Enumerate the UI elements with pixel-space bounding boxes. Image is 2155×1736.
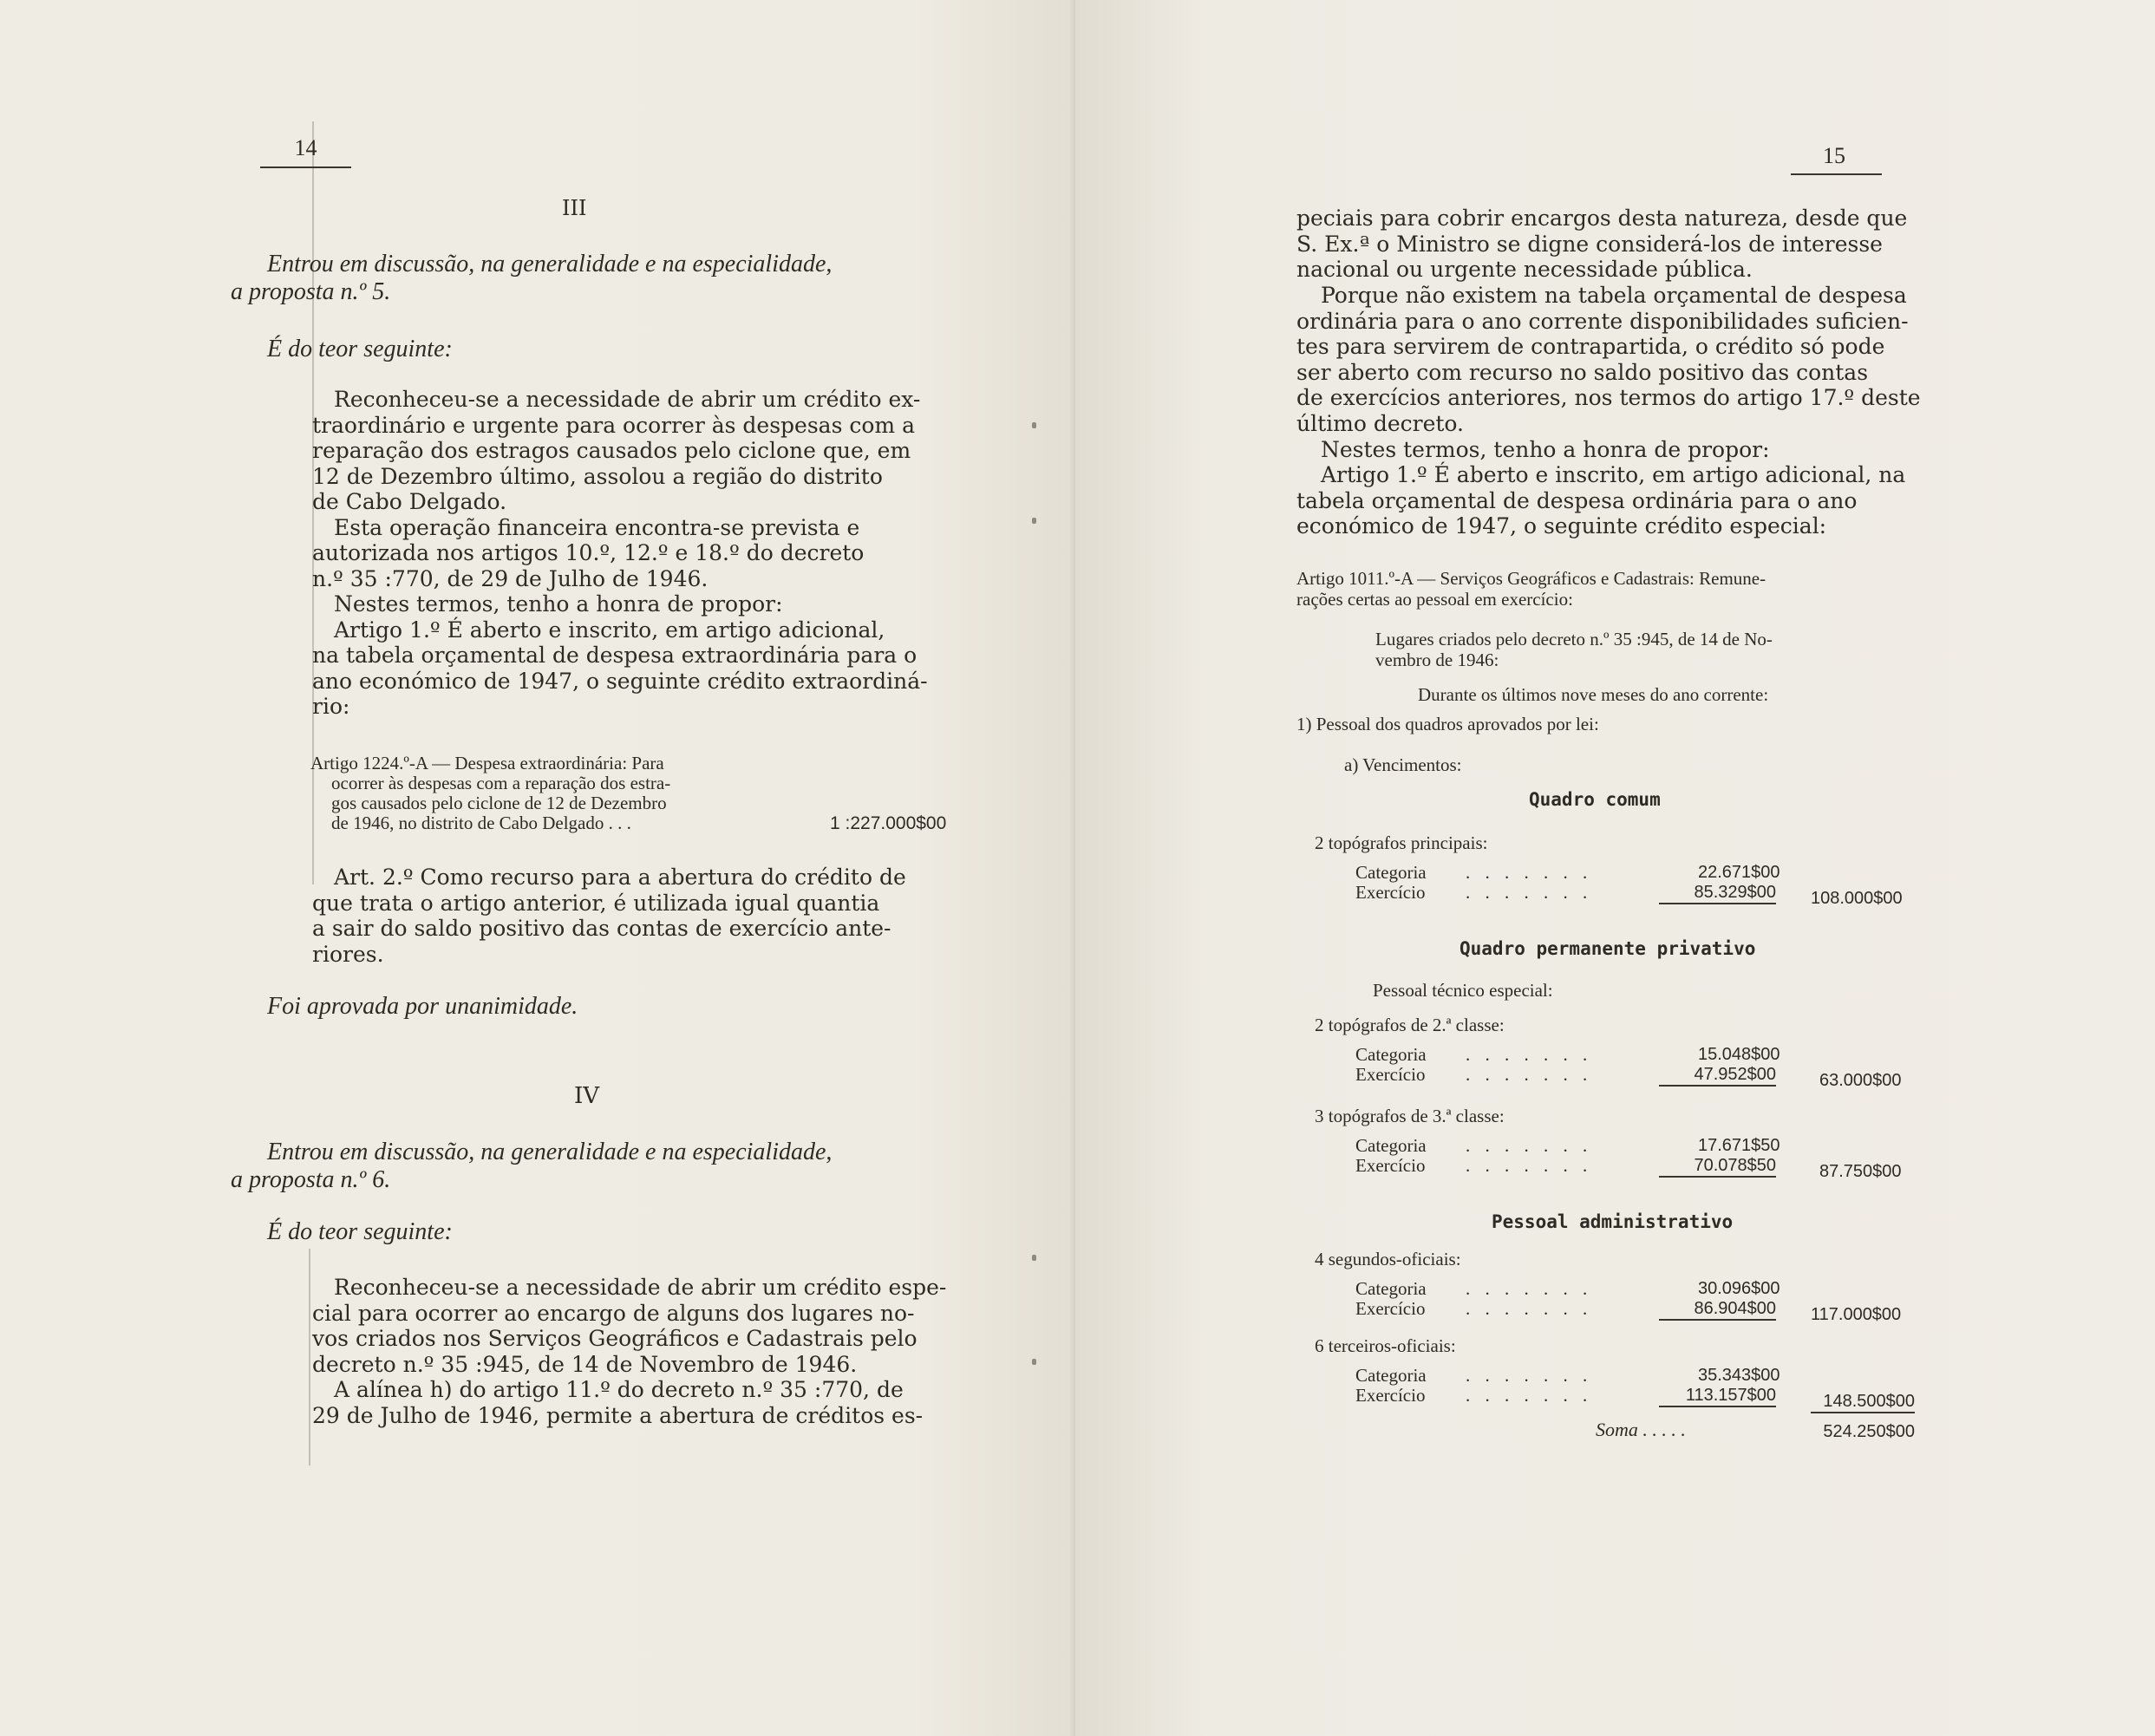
amount: 85.329$00 xyxy=(1659,882,1776,904)
row-label: Exercício xyxy=(1355,882,1426,903)
section-intro: Entrou em discussão, na generalidade e na especialidade, xyxy=(267,1139,833,1165)
page-number: 14 xyxy=(294,135,317,160)
section-heading: III xyxy=(562,196,587,220)
row-label: Categoria xyxy=(1355,1135,1427,1156)
amount: 30.096$00 xyxy=(1698,1279,1780,1298)
subtotal: 148.500$00 xyxy=(1811,1391,1915,1413)
subtotal: 87.750$00 xyxy=(1819,1162,1902,1181)
table-group-label: 4 segundos-oficiais: xyxy=(1315,1249,1461,1269)
grand-total: 524.250$00 xyxy=(1823,1422,1915,1441)
amount: 113.157$00 xyxy=(1659,1385,1776,1407)
approval-note: Foi aprovada por unanimidade. xyxy=(267,993,578,1020)
table-section-title: Quadro comum xyxy=(1529,789,1661,810)
pencil-margin-line xyxy=(309,1249,310,1465)
amount: 86.904$00 xyxy=(1659,1298,1776,1321)
leader-dots: . . . . . . . xyxy=(1466,1064,1593,1085)
subtotal: 117.000$00 xyxy=(1811,1305,1902,1324)
row-label: Categoria xyxy=(1355,862,1427,883)
amount: 17.671$50 xyxy=(1698,1136,1780,1155)
period-note: Durante os últimos nove meses do ano corrente: xyxy=(1418,684,1769,705)
leader-dots: . . . . . . . xyxy=(1466,1044,1593,1065)
staple-hole xyxy=(1032,1255,1036,1261)
staple-hole xyxy=(1032,422,1036,428)
amount: 47.952$00 xyxy=(1659,1064,1776,1087)
table-group-label: 3 topógrafos de 3.ª classe: xyxy=(1315,1106,1505,1126)
list-item: 1) Pessoal dos quadros aprovados por lei: xyxy=(1296,714,1599,734)
paragraph: Nestes termos, tenho a honra de propor: xyxy=(1321,437,1770,462)
section-intro: a proposta n.º 6. xyxy=(231,1166,391,1193)
staple-hole xyxy=(1032,518,1036,524)
teor-label: É do teor seguinte: xyxy=(267,1218,453,1245)
section-intro: a proposta n.º 5. xyxy=(231,278,391,305)
table-group-label: 2 topógrafos de 2.ª classe: xyxy=(1315,1015,1505,1035)
teor-label: É do teor seguinte: xyxy=(267,336,453,362)
leader-dots: . . . . . . . xyxy=(1466,1298,1593,1319)
table-section-title: Pessoal administrativo xyxy=(1492,1211,1734,1232)
right-page: 15 peciais para cobrir encargos desta natureza, desde que S. Ex.ª o Ministro se digne considerá-los de interesse nacional ou urgente necessidade pública. Porque não existem na tabela orçamental de despesa ordinária para o ano corrente disponibilidades suficien- tes para servirem de contrapartida, o crédito só pode ser aberto com recurso no saldo positivo das contas de exercícios anteriores, nos termos do artigo 17.º deste último decreto. Nestes termos, tenho a honra de propor: Artigo 1.º É aberto e inscrito, em artigo adicional, na tabela orçamental de despesa ordinária para o ano económico de 1947, o seguinte crédito especial: Artigo 1011.º-A — Serviços Geográficos e Cadastrais: Remune- rações certas ao pessoal em exercício: Lugares criados pelo decreto n.º 35 :945, de 14 de No- vembro de 1946: Durante os últimos nove meses do ano corrente: 1) Pessoal dos quadros aprovados por lei: a) Vencimentos: Quadro comum 2 topógrafos principais: Categoria . . . . . . . 22.671$00 Exercício . . . . . . . 85.329$00 108.000$00 Quadro permanente privativo Pessoal técnico especial: 2 topógrafos de 2.ª classe: Categoria . . . . . . . 15.048$00 Exercício . . . . . . . 47.952$00 63.000$00 3 topógrafos de 3.ª classe: Categoria . . . . . . . 17.671$50 Exercício . . . . . . . 70.078$50 87.750$00 Pessoal administrativo 4 segundos-oficiais: Categoria . . . . . . . 30.096$00 Exercício . . . . . . . 86.904$00 117.000$00 6 terceiros-oficiais: Categoria . . . . . . . 35.343$00 Exercício . . . . . . . 113.157$00 148.500$00 Soma . . . . . 524.250$00 xyxy=(1075,0,2155,1736)
amount: 70.078$50 xyxy=(1659,1155,1776,1178)
table-group-label: 6 terceiros-oficiais: xyxy=(1315,1335,1456,1356)
page-number: 15 xyxy=(1823,143,1845,168)
section-heading: IV xyxy=(574,1083,600,1109)
table-group-label: 2 topógrafos principais: xyxy=(1315,832,1488,853)
page-number-rule xyxy=(260,166,351,168)
leader-dots: . . . . . . . xyxy=(1466,1278,1593,1299)
row-label: Categoria xyxy=(1355,1044,1427,1065)
table-section-title: Quadro permanente privativo xyxy=(1460,938,1756,959)
leader-dots: . . . . . . . xyxy=(1466,1385,1593,1406)
row-label: Exercício xyxy=(1355,1064,1426,1085)
row-label: Categoria xyxy=(1355,1278,1427,1299)
leader-dots: . . . . . . . xyxy=(1466,882,1593,903)
soma-label: Soma . . . . . xyxy=(1596,1419,1686,1440)
page-number-rule xyxy=(1791,173,1882,175)
leader-dots: . . . . . . . xyxy=(1466,862,1593,883)
amount: 22.671$00 xyxy=(1698,863,1780,882)
staple-hole xyxy=(1032,1359,1036,1365)
paragraph: Nestes termos, tenho a honra de propor: xyxy=(334,591,783,617)
row-label: Categoria xyxy=(1355,1365,1427,1386)
leader-dots: . . . . . . . xyxy=(1466,1155,1593,1176)
amount: 15.048$00 xyxy=(1698,1045,1780,1064)
table-subheading: Pessoal técnico especial: xyxy=(1373,980,1553,1001)
leader-dots: . . . . . . . xyxy=(1466,1365,1593,1386)
row-label: Exercício xyxy=(1355,1155,1426,1176)
row-label: Exercício xyxy=(1355,1298,1426,1319)
left-page: 14 III Entrou em discussão, na generalidade e na especialidade, a proposta n.º 5. É do teor seguinte: Reconheceu-se a necessidade de abrir um crédito ex- traordinário e urgente para ocorrer às despesas com a reparação dos estragos causados pelo ciclone que, em 12 de Dezembro último, assolou a região do distrito de Cabo Delgado. Esta operação financeira encontra-se prevista e autorizada nos artigos 10.º, 12.º e 18.º do decreto n.º 35 :770, de 29 de Julho de 1946. Nestes termos, tenho a honra de propor: Artigo 1.º É aberto e inscrito, em artigo adicional, na tabela orçamental de despesa extraordinária para o ano económico de 1947, o seguinte crédito extraordiná- rio: Artigo 1224.º-A — Despesa extraordinária: Para ocorrer às despesas com a reparação dos estra- gos causados pelo ciclone de 12 de Dezembro de 1946, no distrito de Cabo Delgado . . . 1 :227.000$00 Art. 2.º Como recurso para a abertura do crédito de que trata o artigo anterior, é utilizada igual quantia a sair do saldo positivo das contas de exercício ante- riores. Foi aprovada por unanimidade. IV Entrou em discussão, na generalidade e na especialidade, a proposta n.º 6. É do teor seguinte: Reconheceu-se a necessidade de abrir um crédito espe- cial para ocorrer ao encargo de alguns dos lugares no- vos criados nos Serviços Geográficos e Cadastrais pelo decreto n.º 35 :945, de 14 de Novembro de 1946. A alínea h) do artigo 11.º do decreto n.º 35 :770, de 29 de Julho de 1946, permite a abertura de créditos es- xyxy=(0,0,1075,1736)
section-intro: Entrou em discussão, na generalidade e na especialidade, xyxy=(267,251,833,277)
subtotal: 63.000$00 xyxy=(1819,1071,1902,1090)
subtotal: 108.000$00 xyxy=(1811,889,1903,908)
list-item: a) Vencimentos: xyxy=(1344,754,1462,775)
leader-dots: . . . . . . . xyxy=(1466,1135,1593,1156)
amount: 1 :227.000$00 xyxy=(830,813,947,833)
amount: 35.343$00 xyxy=(1698,1366,1780,1385)
row-label: Exercício xyxy=(1355,1385,1426,1406)
